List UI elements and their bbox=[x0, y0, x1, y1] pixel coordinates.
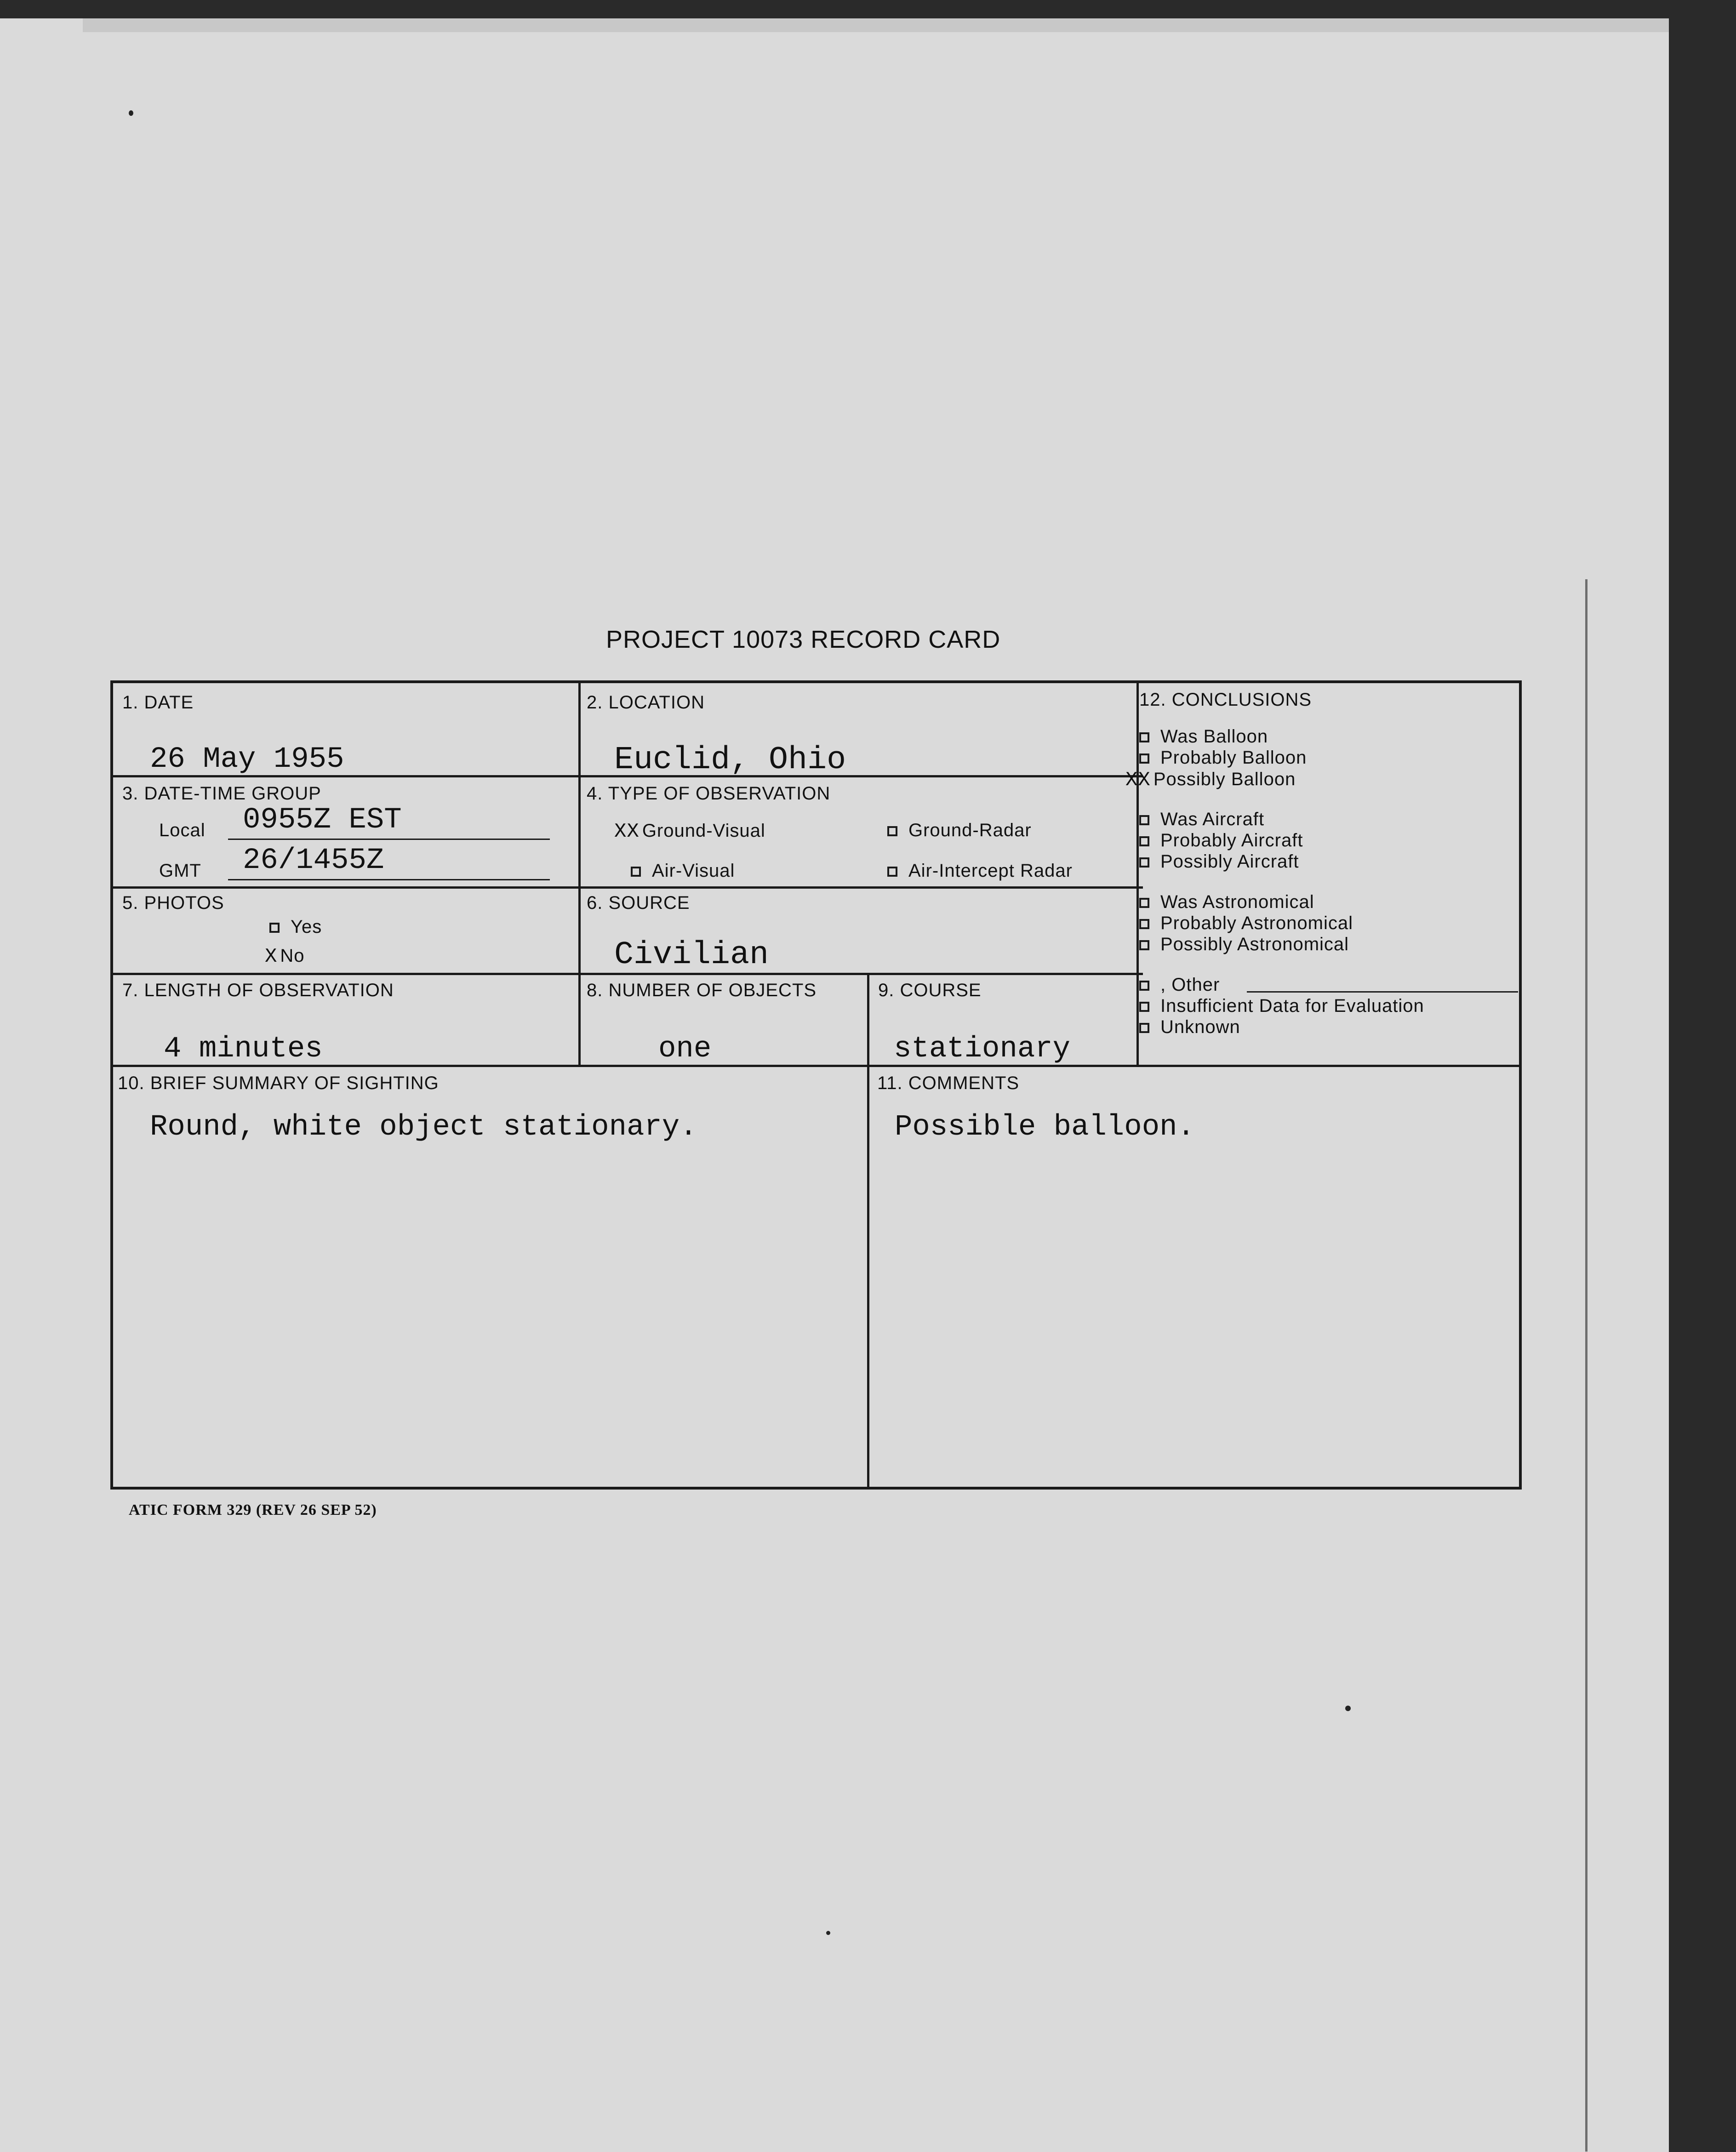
conclusion-possibly-aircraft: Possibly Aircraft bbox=[1139, 851, 1299, 872]
record-card bbox=[110, 680, 1522, 1490]
length-label: 7. LENGTH OF OBSERVATION bbox=[122, 980, 394, 1000]
ground-radar-option bbox=[887, 820, 1032, 841]
checkbox-icon bbox=[887, 867, 897, 877]
comments-label: 11. COMMENTS bbox=[877, 1073, 1020, 1093]
source-value: Civilian bbox=[614, 937, 769, 973]
col-divider bbox=[867, 973, 869, 1490]
air-intercept-radar-text: Air-Intercept Radar bbox=[908, 861, 1073, 881]
checkbox-icon bbox=[1139, 981, 1149, 991]
conclusion-other: , Other bbox=[1139, 975, 1220, 995]
scan-edge-line bbox=[1585, 579, 1588, 2152]
checkbox-icon bbox=[1139, 836, 1149, 846]
ground-radar-text: Ground-Radar bbox=[908, 820, 1032, 840]
gmt-underline bbox=[228, 879, 550, 880]
date-value: 26 May 1955 bbox=[150, 743, 344, 776]
conclusion-was-astronomical: Was Astronomical bbox=[1139, 892, 1314, 913]
dust-speck bbox=[129, 110, 133, 116]
checkbox-icon bbox=[1139, 1002, 1149, 1012]
air-visual-option bbox=[631, 861, 735, 881]
photos-label: 5. PHOTOS bbox=[122, 893, 224, 913]
number-objects-label: 8. NUMBER OF OBJECTS bbox=[587, 980, 817, 1000]
summary-label: 10. BRIEF SUMMARY OF SIGHTING bbox=[118, 1073, 439, 1093]
checkbox-icon bbox=[631, 867, 641, 877]
conclusions-label: 12. CONCLUSIONS bbox=[1139, 690, 1312, 710]
checkbox-icon bbox=[1139, 919, 1149, 929]
col-divider bbox=[1136, 683, 1139, 1065]
checkbox-icon bbox=[1139, 898, 1149, 908]
row-divider bbox=[113, 886, 1143, 889]
checkbox-icon bbox=[1139, 815, 1149, 825]
gmt-label: GMT bbox=[159, 861, 201, 881]
form-footer: ATIC FORM 329 (REV 26 SEP 52) bbox=[129, 1501, 377, 1518]
number-objects-value: one bbox=[658, 1033, 712, 1066]
observation-type-label: 4. TYPE OF OBSERVATION bbox=[587, 783, 831, 804]
checkbox-icon bbox=[269, 923, 280, 933]
dtg-label: 3. DATE-TIME GROUP bbox=[122, 783, 321, 804]
summary-value: Round, white object stationary. bbox=[150, 1111, 697, 1144]
photos-no-text: No bbox=[280, 946, 305, 966]
conclusion-probably-balloon: Probably Balloon bbox=[1139, 748, 1307, 768]
local-label: Local bbox=[159, 820, 206, 840]
checkbox-icon bbox=[887, 826, 897, 836]
dust-speck bbox=[826, 1931, 830, 1935]
record-sheet bbox=[0, 18, 1669, 2152]
conclusion-insufficient-data: Insufficient Data for Evaluation bbox=[1139, 996, 1424, 1016]
photos-no-option bbox=[265, 945, 305, 968]
conclusion-unknown: Unknown bbox=[1139, 1017, 1240, 1038]
photos-yes-text: Yes bbox=[291, 917, 322, 937]
source-label: 6. SOURCE bbox=[587, 893, 690, 913]
other-underline bbox=[1247, 991, 1518, 993]
conclusion-possibly-balloon: XX Possibly Balloon bbox=[1125, 769, 1296, 792]
sheet-top-band bbox=[83, 18, 1669, 32]
gmt-time-value: 26/1455Z bbox=[243, 844, 384, 877]
local-time-value: 0955Z EST bbox=[243, 804, 402, 837]
ground-visual-check: XX bbox=[614, 820, 640, 843]
checkbox-icon bbox=[1139, 732, 1149, 742]
date-label: 1. DATE bbox=[122, 692, 194, 713]
checkbox-icon bbox=[1139, 1023, 1149, 1033]
conclusion-possibly-astronomical: Possibly Astronomical bbox=[1139, 934, 1349, 955]
conclusion-was-balloon: Was Balloon bbox=[1139, 726, 1268, 747]
photos-no-check: X bbox=[265, 945, 278, 968]
comments-value: Possible balloon. bbox=[895, 1111, 1195, 1144]
conclusion-probably-astronomical: Probably Astronomical bbox=[1139, 913, 1353, 934]
dust-speck bbox=[1345, 1706, 1351, 1711]
possibly-balloon-check: XX bbox=[1125, 769, 1151, 792]
local-underline bbox=[228, 839, 550, 840]
course-value: stationary bbox=[894, 1033, 1071, 1066]
ground-visual-option bbox=[614, 820, 765, 843]
col-divider bbox=[578, 683, 581, 1065]
location-label: 2. LOCATION bbox=[587, 692, 705, 713]
air-visual-text: Air-Visual bbox=[652, 861, 735, 881]
course-label: 9. COURSE bbox=[878, 980, 982, 1000]
ground-visual-text: Ground-Visual bbox=[642, 821, 765, 841]
length-value: 4 minutes bbox=[164, 1033, 323, 1066]
air-intercept-radar-option bbox=[887, 861, 1073, 881]
location-value: Euclid, Ohio bbox=[614, 742, 846, 778]
row-divider bbox=[113, 1065, 1522, 1067]
photos-yes-option bbox=[269, 917, 322, 937]
checkbox-icon bbox=[1139, 857, 1149, 868]
checkbox-icon bbox=[1139, 753, 1149, 764]
checkbox-icon bbox=[1139, 940, 1149, 950]
card-title: PROJECT 10073 RECORD CARD bbox=[606, 626, 1001, 653]
conclusion-probably-aircraft: Probably Aircraft bbox=[1139, 830, 1303, 851]
conclusion-was-aircraft: Was Aircraft bbox=[1139, 809, 1264, 830]
